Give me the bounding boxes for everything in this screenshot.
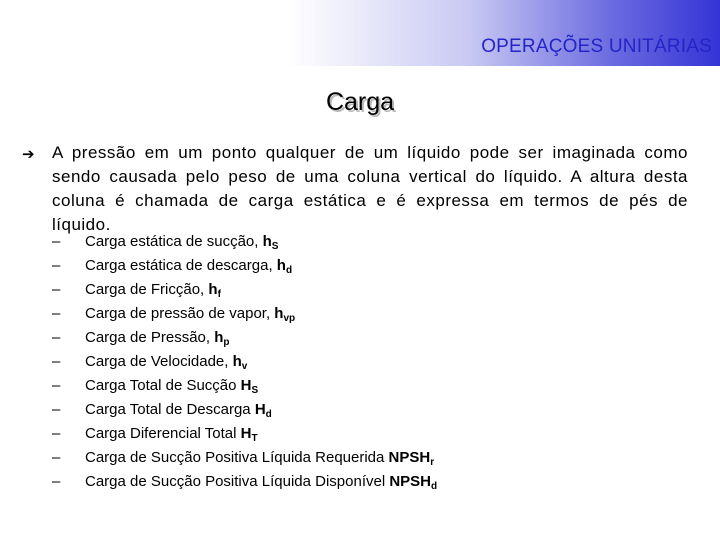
dash-bullet: –: [52, 329, 61, 346]
list-item: [52, 422, 437, 446]
item-symbol: NPSH: [388, 449, 431, 466]
item-symbol: H: [240, 377, 252, 394]
item-symbol: h: [214, 329, 224, 346]
dash-bullet: –: [52, 353, 61, 370]
list-item: [52, 302, 437, 326]
list-item: [52, 350, 437, 374]
item-text: Carga de Sucção Positiva Líquida Disponível: [85, 473, 390, 490]
item-subscript: d: [431, 481, 438, 492]
item-text: Carga de Fricção,: [85, 281, 209, 298]
item-symbol: h: [232, 353, 242, 370]
item-text: Carga de Velocidade,: [85, 353, 233, 370]
item-symbol: h: [274, 305, 284, 322]
item-symbol: h: [208, 281, 218, 298]
item-symbol: H: [254, 401, 266, 418]
list-item: [52, 278, 437, 302]
item-symbol: NPSH: [389, 473, 432, 490]
dash-bullet: –: [52, 425, 61, 442]
list-item: [52, 374, 437, 398]
carga-types-list: [52, 230, 437, 494]
item-subscript: vp: [283, 313, 296, 324]
dash-bullet: –: [52, 401, 61, 418]
dash-bullet: –: [52, 473, 61, 490]
item-text: Carga Total de Sucção: [85, 377, 241, 394]
item-text: Carga de pressão de vapor,: [85, 305, 275, 322]
item-subscript: S: [271, 241, 279, 252]
item-text: Carga estática de descarga,: [85, 257, 277, 274]
item-subscript: T: [251, 433, 258, 444]
slide-title: Carga: [325, 88, 395, 116]
item-text: Carga de Sucção Positiva Líquida Requerida: [85, 449, 389, 466]
item-symbol: h: [276, 257, 286, 274]
item-subscript: r: [430, 457, 435, 468]
list-item: [52, 470, 437, 494]
item-text: Carga Diferencial Total: [85, 425, 241, 442]
item-subscript: v: [241, 361, 248, 372]
dash-bullet: –: [52, 305, 61, 322]
item-subscript: d: [285, 265, 293, 276]
list-item: [52, 446, 437, 470]
item-text: Carga de Pressão,: [85, 329, 215, 346]
list-item: [52, 230, 437, 254]
item-subscript: f: [217, 289, 221, 300]
dash-bullet: –: [52, 377, 61, 394]
item-subscript: d: [265, 409, 272, 420]
header-title: OPERAÇÕES UNITÁRIAS: [481, 36, 712, 57]
item-symbol: h: [262, 233, 272, 250]
right-arrow-icon: ➔: [22, 146, 35, 163]
list-item: [52, 398, 437, 422]
item-text: Carga Total de Descarga: [85, 401, 255, 418]
item-subscript: p: [223, 337, 230, 348]
list-item: [52, 326, 437, 350]
list-item: [52, 254, 437, 278]
dash-bullet: –: [52, 257, 61, 274]
dash-bullet: –: [52, 449, 61, 466]
item-text: Carga estática de sucção,: [85, 233, 263, 250]
item-symbol: H: [240, 425, 252, 442]
main-paragraph: A pressão em um ponto qualquer de um líquido pode ser imaginada como sendo causada pelo peso de uma coluna vertical do líquido. A altura desta coluna é chamada de carga estática e é expressa em termos de pés de líquido.: [52, 143, 688, 234]
dash-bullet: –: [52, 233, 61, 250]
dash-bullet: –: [52, 281, 61, 298]
item-subscript: S: [251, 385, 259, 396]
